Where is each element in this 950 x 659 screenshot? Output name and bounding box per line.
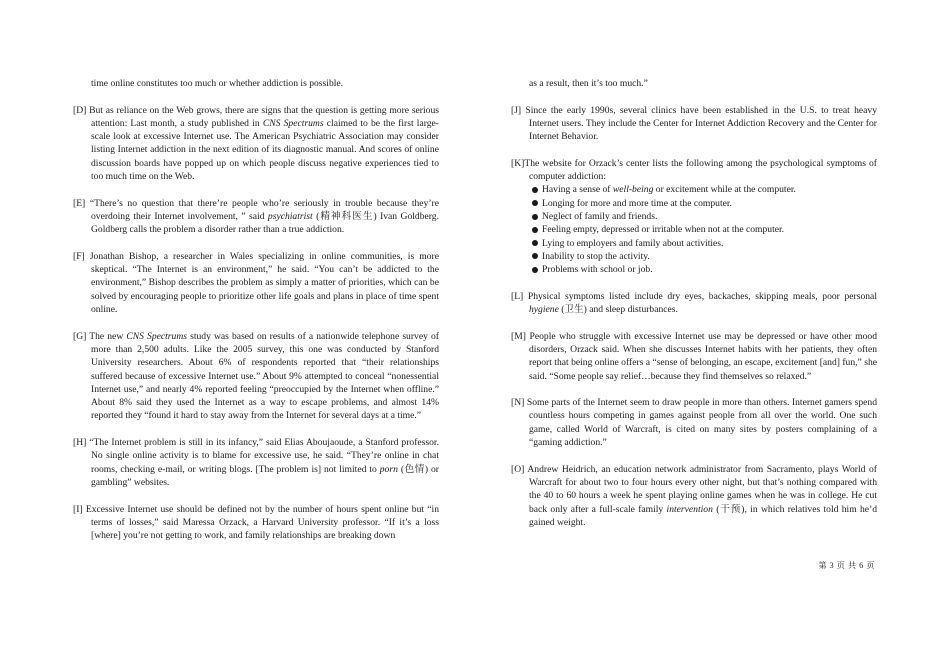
list-item: Inability to stop the activity. xyxy=(529,250,877,263)
italic-term: CNS Spectrums xyxy=(126,330,188,342)
paragraph-l: [L] Physical symptoms listed include dry eyes, backaches, skipping meals, poor personal hygiene (卫生) and sleep disturbances. xyxy=(511,290,877,316)
paragraph-m: [M] People who struggle with excessive Internet use may be depressed or have other mood disorders, Orzack said. When she discusses Internet habits with her patients, they often report that being online offers a “sense of belonging, an escape, excitement [and] fun,” she said. “Some people say relief…because they find themselves so relaxed.” xyxy=(511,330,877,382)
paragraph-e: [E] “There’s no question that there’re people who’re seriously in trouble because they’re overdoing their Internet involvement, ” said psychiatrist (精神科医生) Ivan Goldberg. Goldberg calls the problem a disorder rather than a true addiction. xyxy=(73,197,439,236)
paragraph-n: [N] Some parts of the Internet seem to draw people in more than others. Internet gamers spend countless hours competing in games against people from all over the world. One such game, called World of Warcraft, is cited on many sites by posters complaining of a “gaming addiction.” xyxy=(511,397,877,449)
chinese-gloss: (卫生) xyxy=(558,304,590,316)
paragraph-o: [O] Andrew Heidrich, an education network administrator from Sacramento, plays World of Warcraft for about two to four hours every other night, but that’s nothing compared with the 40 to 60 hours a week he spent playing online games when he was in college. He cut back only after a full-scale family intervention (干预), in which relatives told him he’d gained weight. xyxy=(511,463,878,528)
paragraph-label: [F] xyxy=(73,250,85,262)
paragraph-carry-over-left: time online constitutes too much or whether addiction is possible. xyxy=(91,78,344,89)
list-item: Problems with school or job. xyxy=(529,263,877,276)
list-item: Feeling empty, depressed or irritable when not at the computer. xyxy=(529,223,877,236)
italic-term: CNS Spectrums xyxy=(262,117,324,129)
list-item: Longing for more and more time at the computer. xyxy=(529,197,877,210)
paragraph-label: [I] xyxy=(73,503,83,515)
paragraph-f: [F] Jonathan Bishop, a researcher in Wales specializing in online communities, is more skeptical. “The Internet is an environment,” he said. “You can’t be addicted to the environment,” Bishop describes the problem as simply a matter of priorities, which can be solved by encouraging people to prioritize other life goals and plans in place of time spent online. xyxy=(73,250,439,316)
symptom-list xyxy=(511,183,877,276)
paragraph-label: [D] xyxy=(73,104,87,116)
italic-term: intervention xyxy=(666,503,713,515)
right-column xyxy=(511,77,877,542)
page-number-footer: 第 3 页 共 6 页 xyxy=(818,561,875,570)
paragraph-label: [E] xyxy=(73,197,86,209)
chinese-gloss: (干预), xyxy=(712,503,751,515)
italic-term: hygiene xyxy=(529,304,559,316)
list-item: Lying to employers and family about activities. xyxy=(529,237,877,250)
paragraph-label: [O] xyxy=(511,463,525,475)
chinese-gloss: (精神科医生) xyxy=(312,210,381,222)
paragraph-j: [J] Since the early 1990s, several clinics have been established in the U.S. to treat heavy Internet users. They include the Center for Internet Addiction Recovery and the Center for Internet Behavior. xyxy=(511,104,877,143)
paragraph-k: [K]The website for Orzack’s center lists the following among the psychological symptoms of computer addiction: xyxy=(511,157,877,183)
paragraph-carry-over-right: as a result, then it’s too much.” xyxy=(529,78,648,89)
paragraph-label: [L] xyxy=(511,290,524,302)
list-item: Having a sense of well-being or excitement while at the computer. xyxy=(529,183,877,196)
paragraph-label: [H] xyxy=(73,437,87,449)
chinese-gloss: (色情) xyxy=(397,463,431,475)
paragraph-label: [K] xyxy=(511,157,525,169)
paragraph-label: [N] xyxy=(511,397,525,409)
paragraph-label: [M] xyxy=(511,330,526,342)
paragraph-i: [I] Excessive Internet use should be defined not by the number of hours spent online but “in terms of losses,” said Maressa Orzack, a Harvard University professor. “If it’s a loss [where] you’re not getting to work, and family relationships are breaking down xyxy=(73,503,440,542)
paragraph-label: [J] xyxy=(511,104,522,116)
left-column xyxy=(73,77,439,556)
list-item: Neglect of family and friends. xyxy=(529,210,877,223)
paragraph-h: [H] “The Internet problem is still in its infancy,” said Elias Aboujaoude, a Stanford professor. No single online activity is to blame for excessive use, he said. “They’re online in chat rooms, checking e-mail, or writing blogs. [The problem is] not limited to porn (色情) or gambling” websites. xyxy=(73,437,439,488)
italic-term: psychiatrist xyxy=(267,210,313,222)
paragraph-d: [D] But as reliance on the Web grows, there are signs that the question is getting more serious attention: Last month, a study published in CNS Spectrums claimed to be the first large-scale look at excessive Internet use. The American Psychiatric Association may consider listing Internet addiction in the next edition of its diagnostic manual. And scores of online discussion boards have popped up on which people discuss negative experiences tied to too much time on the Web. xyxy=(73,104,439,183)
italic-term: well-being xyxy=(612,184,654,196)
italic-term: porn xyxy=(379,463,398,475)
paragraph-label: [G] xyxy=(73,330,87,342)
paragraph-g: [G] The new CNS Spectrums study was based on results of a nationwide telephone survey of more than 2,500 adults. Like the 2005 survey, this one was conducted by Stanford University researchers. About 6% of respondents reported that “their relationships suffered because of excessive Internet use.” About 9% attempted to conceal “nonessential Internet use,” and nearly 4% reported feeling “preoccupied by the Internet when offline.” About 8% said they used the Internet as a way to escape problems, and almost 14% reported they “found it hard to stay away from the Internet for several days at a time.” xyxy=(73,330,439,422)
